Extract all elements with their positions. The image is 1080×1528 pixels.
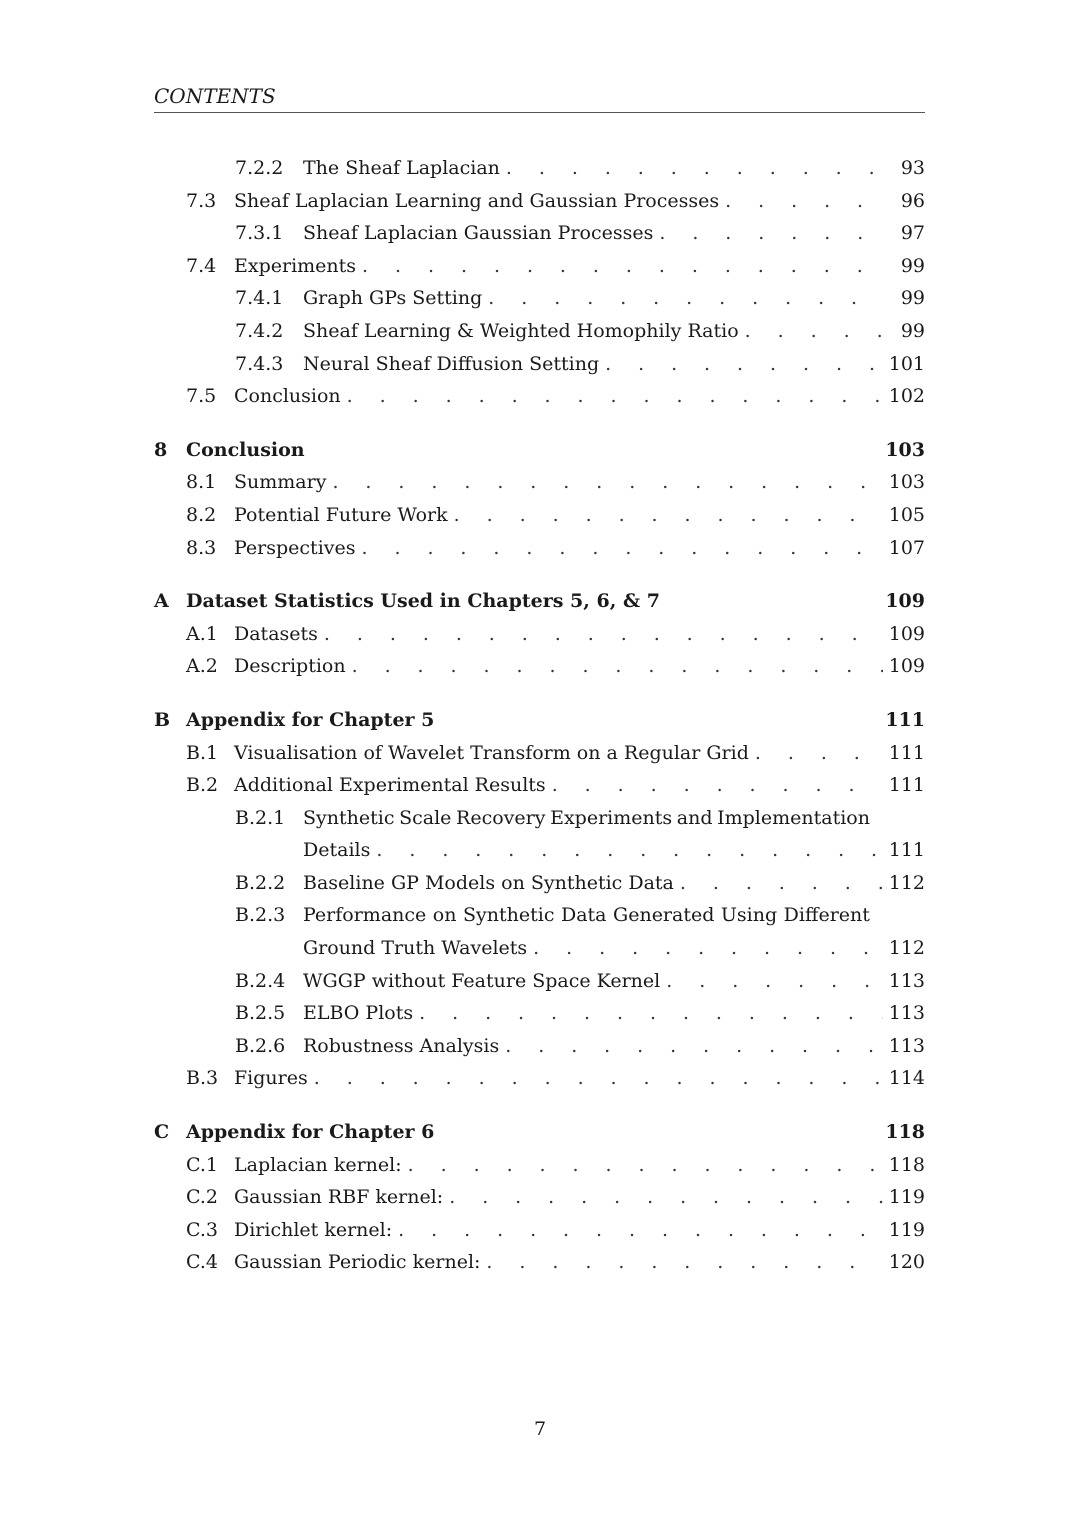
section-number: B.2.6 bbox=[235, 1034, 286, 1057]
toc-entry[interactable] bbox=[154, 997, 925, 1030]
page-number: 109 bbox=[888, 622, 925, 645]
section-number: B.2.3 bbox=[235, 904, 286, 927]
section-number: 7.3.1 bbox=[235, 222, 284, 245]
toc-chapter-entry[interactable] bbox=[154, 1116, 925, 1149]
section-number: 7.4.3 bbox=[235, 352, 284, 375]
section-title: Neural Sheaf Diffusion Setting bbox=[303, 352, 600, 375]
section-title: Robustness Analysis bbox=[303, 1034, 500, 1057]
toc-entry[interactable] bbox=[154, 867, 925, 900]
toc-entry[interactable] bbox=[154, 466, 925, 499]
leader-dots bbox=[605, 348, 883, 381]
chapter-number: 8 bbox=[154, 438, 168, 461]
leader-dots bbox=[376, 834, 882, 867]
chapter-title: Appendix for Chapter 5 bbox=[186, 708, 435, 731]
page-number: 111 bbox=[888, 774, 925, 797]
leader-dots bbox=[332, 466, 882, 499]
page-number: 111 bbox=[888, 839, 925, 862]
title-word: on bbox=[432, 904, 457, 927]
section-title: The Sheaf Laplacian bbox=[303, 157, 500, 179]
leader-dots bbox=[505, 1030, 883, 1063]
page-number: 96 bbox=[900, 189, 925, 212]
page-number: 111 bbox=[885, 708, 925, 731]
section-number: 7.5 bbox=[186, 385, 217, 408]
leader-dots bbox=[362, 532, 883, 565]
leader-dots bbox=[419, 997, 883, 1030]
title-word: Experiments bbox=[550, 806, 673, 829]
toc-entry[interactable] bbox=[154, 315, 925, 348]
page-number: 99 bbox=[900, 254, 925, 277]
title-word: Implementation bbox=[717, 806, 870, 829]
toc-entry[interactable] bbox=[154, 1246, 925, 1279]
section-number: A.2 bbox=[186, 655, 218, 678]
section-number: B.2.1 bbox=[235, 806, 286, 829]
chapter-title: Dataset Statistics Used in Chapters 5, 6, & 7 bbox=[186, 590, 660, 613]
toc-entry[interactable] bbox=[154, 217, 925, 250]
toc-entry[interactable] bbox=[154, 899, 925, 964]
toc-entry[interactable] bbox=[154, 348, 925, 381]
title-word: Performance bbox=[303, 904, 427, 927]
leader-dots bbox=[454, 499, 883, 532]
leader-dots bbox=[725, 185, 885, 218]
page-number: 113 bbox=[888, 969, 925, 992]
chapter-number: B bbox=[154, 708, 171, 731]
section-number: B.2.2 bbox=[235, 871, 286, 894]
page-number: 118 bbox=[888, 1153, 925, 1176]
section-title: Additional Experimental Results bbox=[234, 774, 546, 797]
page-number: 105 bbox=[888, 503, 925, 526]
leader-dots bbox=[533, 932, 883, 965]
title-word: Recovery bbox=[456, 806, 546, 829]
page-number: 112 bbox=[888, 871, 925, 894]
title-word: Using bbox=[720, 904, 778, 927]
section-title: Baseline GP Models on Synthetic Data bbox=[303, 871, 674, 894]
leader-dots bbox=[488, 282, 885, 315]
section-number: B.3 bbox=[186, 1067, 219, 1090]
section-number: B.1 bbox=[186, 741, 219, 764]
section-number: 7.4.2 bbox=[235, 319, 284, 342]
leader-dots bbox=[449, 1181, 883, 1214]
page-number: 109 bbox=[885, 590, 925, 613]
section-title: Potential Future Work bbox=[234, 503, 448, 526]
leader-dots bbox=[666, 965, 883, 998]
leader-dots bbox=[352, 650, 883, 683]
section-number: 7.2.2 bbox=[235, 157, 284, 179]
leader-dots bbox=[659, 217, 885, 250]
toc-entry[interactable] bbox=[154, 965, 925, 998]
section-title: Summary bbox=[234, 471, 327, 494]
section-title: Datasets bbox=[234, 622, 318, 645]
toc-entry[interactable] bbox=[154, 1181, 925, 1214]
section-number: B.2.5 bbox=[235, 1002, 286, 1025]
page-number: 119 bbox=[888, 1186, 925, 1209]
section-title: Sheaf Laplacian Learning and Gaussian Processes bbox=[234, 189, 720, 212]
page-number: 118 bbox=[885, 1121, 925, 1144]
page-number: 113 bbox=[888, 1002, 925, 1025]
chapter-number: A bbox=[154, 590, 169, 613]
toc-entry[interactable] bbox=[154, 1149, 925, 1182]
section-number: 7.4.1 bbox=[235, 287, 284, 310]
toc-entry[interactable] bbox=[154, 282, 925, 315]
leader-dots bbox=[680, 867, 883, 900]
section-number: 8.2 bbox=[186, 503, 217, 526]
section-title: Visualisation of Wavelet Transform on a Regular Grid bbox=[234, 741, 749, 764]
section-title: Gaussian Periodic kernel: bbox=[234, 1251, 481, 1274]
page-number: 103 bbox=[885, 438, 925, 461]
section-title: Laplacian kernel: bbox=[234, 1153, 402, 1176]
chapter-title: Conclusion bbox=[186, 438, 305, 461]
section-title: ELBO Plots bbox=[303, 1002, 414, 1025]
section-title-line-2: Details bbox=[303, 839, 371, 862]
section-title: Description bbox=[234, 655, 346, 678]
page-number: 113 bbox=[888, 1034, 925, 1057]
page-number: 99 bbox=[900, 287, 925, 310]
section-title: Dirichlet kernel: bbox=[234, 1218, 393, 1241]
title-word: Generated bbox=[613, 904, 715, 927]
toc-entry[interactable] bbox=[154, 250, 925, 283]
toc-entry[interactable] bbox=[154, 1030, 925, 1063]
section-title: Figures bbox=[234, 1067, 308, 1090]
toc-entry[interactable] bbox=[154, 152, 925, 185]
toc-entry[interactable] bbox=[154, 737, 925, 770]
page-number: 114 bbox=[888, 1067, 925, 1090]
section-title: Experiments bbox=[234, 254, 357, 277]
section-number: B.2.4 bbox=[235, 969, 286, 992]
section-number: C.1 bbox=[186, 1153, 218, 1176]
leader-dots bbox=[347, 380, 883, 413]
title-word: and bbox=[676, 806, 713, 829]
section-title: Sheaf Learning & Weighted Homophily Ratio bbox=[303, 319, 739, 342]
page-number: 109 bbox=[888, 655, 925, 678]
page-number: 103 bbox=[888, 471, 925, 494]
running-header: CONTENTS bbox=[154, 84, 925, 113]
page-footer-number: 7 bbox=[533, 1418, 547, 1440]
page-number: 101 bbox=[888, 352, 925, 375]
page-number: 120 bbox=[888, 1251, 925, 1274]
section-number: C.4 bbox=[186, 1251, 218, 1274]
toc-entry[interactable] bbox=[154, 1214, 925, 1247]
section-title: WGGP without Feature Space Kernel bbox=[303, 969, 661, 992]
toc-chapter-entry[interactable] bbox=[154, 434, 925, 467]
leader-dots bbox=[506, 152, 885, 185]
toc-entry[interactable] bbox=[154, 185, 925, 218]
toc-chapter-entry[interactable] bbox=[154, 585, 925, 618]
title-word: Scale bbox=[399, 806, 452, 829]
page-number: 93 bbox=[900, 157, 925, 179]
section-number: 7.4 bbox=[186, 254, 217, 277]
section-number: C.2 bbox=[186, 1186, 218, 1209]
toc-entry[interactable] bbox=[154, 802, 925, 867]
title-word: Synthetic bbox=[303, 806, 395, 829]
leader-dots bbox=[362, 250, 885, 283]
section-title-line-1 bbox=[303, 899, 925, 932]
section-title: Sheaf Laplacian Gaussian Processes bbox=[303, 222, 654, 245]
toc-entry[interactable] bbox=[154, 650, 925, 683]
section-number: 7.3 bbox=[186, 189, 217, 212]
page-number: 107 bbox=[888, 536, 925, 559]
page-number: 119 bbox=[888, 1218, 925, 1241]
section-number: B.2 bbox=[186, 774, 219, 797]
section-number: A.1 bbox=[186, 622, 218, 645]
page-number: 97 bbox=[900, 222, 925, 245]
leader-dots bbox=[398, 1214, 883, 1247]
toc-entry[interactable] bbox=[154, 618, 925, 651]
section-title-line-1 bbox=[303, 802, 925, 835]
page-number: 102 bbox=[888, 385, 925, 408]
chapter-number: C bbox=[154, 1121, 170, 1144]
leader-dots bbox=[314, 1062, 883, 1095]
title-word: Data bbox=[560, 904, 607, 927]
section-number: 8.1 bbox=[186, 471, 217, 494]
leader-dots bbox=[408, 1149, 883, 1182]
section-title-line-2: Ground Truth Wavelets bbox=[303, 937, 528, 960]
title-word: Synthetic bbox=[463, 904, 555, 927]
chapter-title: Appendix for Chapter 6 bbox=[186, 1121, 435, 1144]
page-number: 111 bbox=[888, 741, 925, 764]
section-number: 8.3 bbox=[186, 536, 217, 559]
toc-entry[interactable] bbox=[154, 532, 925, 565]
page-number: 99 bbox=[900, 319, 925, 342]
toc-chapter-entry[interactable] bbox=[154, 704, 925, 737]
toc-entry[interactable] bbox=[154, 1062, 925, 1095]
section-title: Perspectives bbox=[234, 536, 356, 559]
toc-entry[interactable] bbox=[154, 769, 925, 802]
leader-dots bbox=[745, 315, 885, 348]
toc-entry[interactable] bbox=[154, 499, 925, 532]
leader-dots bbox=[755, 737, 883, 770]
leader-dots bbox=[486, 1246, 882, 1279]
section-title: Gaussian RBF kernel: bbox=[234, 1186, 444, 1209]
leader-dots bbox=[324, 618, 883, 651]
title-word: Different bbox=[783, 904, 870, 927]
section-number: C.3 bbox=[186, 1218, 218, 1241]
section-title: Graph GPs Setting bbox=[303, 287, 483, 310]
section-title: Conclusion bbox=[234, 385, 341, 408]
page-number: 112 bbox=[888, 937, 925, 960]
toc-entry[interactable] bbox=[154, 380, 925, 413]
table-of-contents bbox=[154, 152, 925, 1279]
leader-dots bbox=[552, 769, 883, 802]
